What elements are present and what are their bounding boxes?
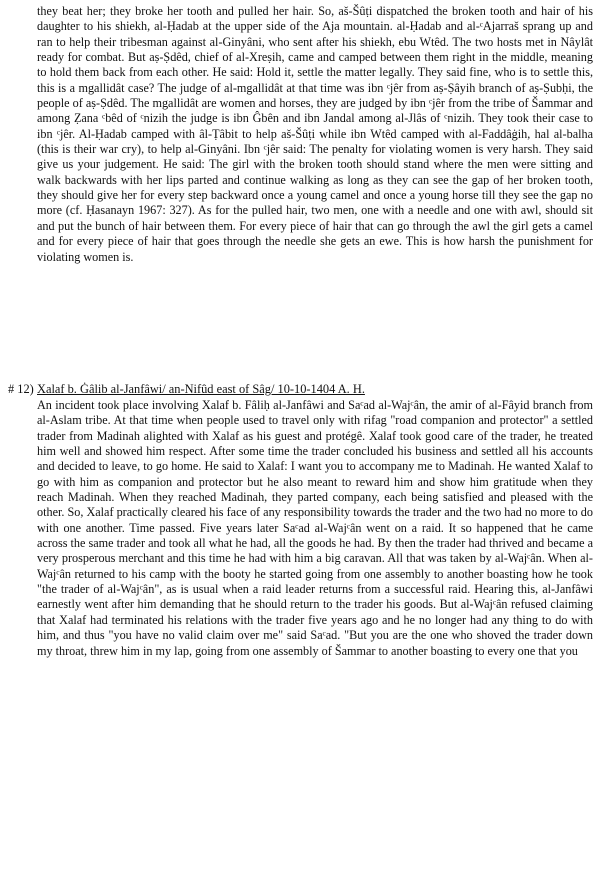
paragraph-entry-12: An incident took place involving Xalaf b. Fâliḥ al-Janfâwi and Saᶜad al-Wajᶜân, the amir of al-Fâyid branch from al-Aslam tribe. At that time when people used to travel only with rifag "road companion and protector" a settled trader from Madinah alighted with Xalaf as his guest and protégê. Xalaf took good care of the trader, he treated him well and showed him respect. After some time the trader concluded his business and settled all his accounts and decided to leave, to go home. He said to Xalaf: I want you to accompany me to Madinah. He wanted Xalaf to go with him as companion and protector but he also meant to reward him and show him gratitude when they reach Madinah. When they reached Madinah, they parted company, each being satisfied and pleased with the other. So, Xalaf practically cleared his face of any responsibility towards the trader and the two had no more to do with one another. Time passed. Five years later Saᶜad al-Wajᶜân went on a raid. It so happened that he came across the same trader and took all what he had, all the goods he had. By then the trader had thrived and became a very prosperous merchant and this time he had with him a big caravan. All that was taken by al-Wajᶜân. When al-Wajᶜân returned to his camp with the booty he started going from one assembly to another boasting how he took "the trader of al-Wajᶜân", as is usual when a raid leader returns from a successful raid. Hearing this, al-Janfâwi earnestly went after him demanding that he should return to the trader his goods. But al-Wajᶜân refused claiming that Xalaf had terminated his relations with the trader five years ago and he no longer had any thing to do with him, and thus "you have no valid claim over me" said Saᶜad. "But you are the one who shoved the trader down my throat, threw him in my lap, going from one assembly of Šammar to another boasting to every one that you [37, 398, 593, 658]
entry-number: # 12) [8, 382, 34, 396]
paragraph-story-continuation: they beat her; they broke her tooth and pulled her hair. So, aš-Šûṭi dispatched the broken tooth and hair of his daughter to his shiekh, al-Ḥadab at the upper side of the Aja mountain. al-Ḥadab and al-ᶜAjarraš sprang up and ran to help their tribesman against al-Ginyâni, who sent after his shiekh, ebu Wtêd. The two hosts met in Nâylât ready for combat. But aṣ-Ṣdêd, chief of al-Xreṣih, came and camped between them right in the middle, meaning to hold them back from each other. He said: Hold it, settle the matter legally. They said fine, who is to settle this, this is a mgallidât case? The judge of al-mgallidât at that time was ibn ᶜjêr from aṣ-Ṣâyih branch of aṣ-Ṣubḥi, the people of aṣ-Ṣdêd. The mgallidât are women and horses, they are judged by ibn ᶜjêr from the tribe of Šammar and among Ẓana ᶜbêd of ᶜnizih the judge is ibn Ĝbên and ibn Jandal among al-Jlâs of ᶜnizih. They took their case to ibn ᶜjêr. Al-Ḥadab camped with âl-Ṭâbit to help aš-Šûṭi while ibn Wtêd camped with al-Faddâġih, hal al-balha (this is their war cry), to help al-Ginyâni. Ibn ᶜjêr said: The penalty for violating women is very harsh. They said give us your judgement. He said: The girl with the broken tooth should stand where the men were sitting and walk backwards with her lips parted and continue walking as long as they can see the gap of her broken tooth, they should give her for every step backward once a young camel and once a young horse till they see the gap no more (cf. Ḥasanayn 1967: 327). As for the pulled hair, two men, one with a needle and one with awl, should sit and put the bunch of hair between them. For every piece of hair that can go through the awl the girl gets a camel and for every piece of hair that goes through the needle she gets an ewe. This is how harsh the punishment for violating women is. [37, 4, 593, 264]
entry-heading: Xalaf b. Ġâlib al-Janfâwi/ an-Nifûd east of Sâg/ 10-10-1404 A. H. [37, 382, 365, 396]
